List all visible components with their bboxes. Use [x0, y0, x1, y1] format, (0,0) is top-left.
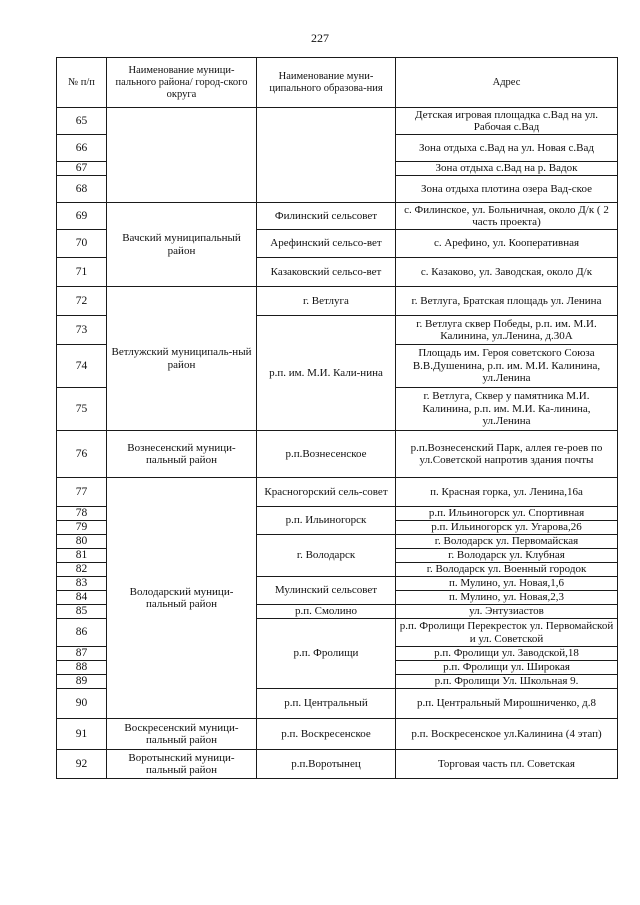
district-cell-empty — [107, 108, 257, 203]
row-number: 86 — [57, 619, 107, 647]
municipality-cell: Мулинский сельсовет — [257, 577, 396, 605]
address-cell: Детская игровая площадка с.Вад на ул. Рабочая с.Вад — [396, 108, 618, 135]
municipality-cell: р.п.Воротынец — [257, 750, 396, 779]
address-cell: г. Володарск ул. Военный городок — [396, 563, 618, 577]
address-cell: г. Володарск ул. Клубная — [396, 549, 618, 563]
address-cell: ул. Энтузиастов — [396, 605, 618, 619]
row-number: 77 — [57, 478, 107, 507]
address-cell: Торговая часть пл. Советская — [396, 750, 618, 779]
table-row — [57, 750, 618, 779]
address-cell: с. Арефино, ул. Кооперативная — [396, 230, 618, 258]
row-number: 79 — [57, 521, 107, 535]
municipality-cell: Филинский сельсовет — [257, 203, 396, 230]
address-cell: р.п.Вознесенский Парк, аллея ге-роев по ул.Советской напротив здания почты — [396, 431, 618, 478]
playgrounds-table — [56, 57, 618, 779]
header-address: Адрес — [396, 58, 618, 108]
row-number: 89 — [57, 675, 107, 689]
row-number: 68 — [57, 176, 107, 203]
row-number: 73 — [57, 316, 107, 345]
district-cell: Володарский муници-пальный район — [107, 478, 257, 719]
address-cell: г. Ветлуга сквер Победы, р.п. им. М.И. Калинина, ул.Ленина, д.30А — [396, 316, 618, 345]
district-cell: Воскресенский муници-пальный район — [107, 719, 257, 750]
address-cell: р.п. Ильиногорск ул. Спортивная — [396, 507, 618, 521]
address-cell: п. Мулино, ул. Новая,1,6 — [396, 577, 618, 591]
municipality-cell: Арефинский сельсо-вет — [257, 230, 396, 258]
address-cell: Зона отдыха с.Вад на р. Вадок — [396, 162, 618, 176]
row-number: 92 — [57, 750, 107, 779]
municipality-cell: р.п. Смолино — [257, 605, 396, 619]
address-cell: р.п. Центральный Мирошниченко, д.8 — [396, 689, 618, 719]
row-number: 90 — [57, 689, 107, 719]
row-number: 72 — [57, 287, 107, 316]
address-cell: п. Красная горка, ул. Ленина,16а — [396, 478, 618, 507]
address-cell: Зона отдыха плотина озера Вад-ское — [396, 176, 618, 203]
header-municipality: Наименование муни-ципального образова-ния — [257, 58, 396, 108]
row-number: 75 — [57, 388, 107, 431]
row-number: 76 — [57, 431, 107, 478]
address-cell: р.п. Ильиногорск ул. Угарова,26 — [396, 521, 618, 535]
table-row — [57, 431, 618, 478]
table-row — [57, 719, 618, 750]
municipality-cell: Казаковский сельсо-вет — [257, 258, 396, 287]
row-number: 82 — [57, 563, 107, 577]
row-number: 84 — [57, 591, 107, 605]
row-number: 85 — [57, 605, 107, 619]
row-number: 71 — [57, 258, 107, 287]
municipality-cell: р.п. Фролищи — [257, 619, 396, 689]
address-cell: г. Ветлуга, Братская площадь ул. Ленина — [396, 287, 618, 316]
row-number: 78 — [57, 507, 107, 521]
address-cell: Площадь им. Героя советского Союза В.В.Душенина, р.п. им. М.И. Калинина, ул.Ленина — [396, 345, 618, 388]
row-number: 66 — [57, 135, 107, 162]
address-cell: Зона отдыха с.Вад на ул. Новая с.Вад — [396, 135, 618, 162]
row-number: 87 — [57, 647, 107, 661]
municipality-cell: р.п. им. М.И. Кали-нина — [257, 316, 396, 431]
row-number: 65 — [57, 108, 107, 135]
row-number: 81 — [57, 549, 107, 563]
row-number: 88 — [57, 661, 107, 675]
row-number: 67 — [57, 162, 107, 176]
address-cell: р.п. Воскресенское ул.Калинина (4 этап) — [396, 719, 618, 750]
row-number: 74 — [57, 345, 107, 388]
row-number: 80 — [57, 535, 107, 549]
municipality-cell: г. Володарск — [257, 535, 396, 577]
row-number: 70 — [57, 230, 107, 258]
table-row — [57, 287, 618, 316]
header-num: № п/п — [57, 58, 107, 108]
row-number: 83 — [57, 577, 107, 591]
address-cell: р.п. Фролищи ул. Заводской,18 — [396, 647, 618, 661]
district-cell: Вачский муниципальный район — [107, 203, 257, 287]
address-cell: р.п. Фролищи ул. Широкая — [396, 661, 618, 675]
municipality-cell: р.п. Ильиногорск — [257, 507, 396, 535]
address-cell: п. Мулино, ул. Новая,2,3 — [396, 591, 618, 605]
table-row — [57, 203, 618, 230]
address-cell: р.п. Фролищи Перекресток ул. Первомайской и ул. Советской — [396, 619, 618, 647]
header-district: Наименование муници-пального района/ город-ского округа — [107, 58, 257, 108]
row-number: 69 — [57, 203, 107, 230]
municipality-cell: р.п.Вознесенское — [257, 431, 396, 478]
municipality-cell: г. Ветлуга — [257, 287, 396, 316]
address-cell: р.п. Фролищи Ул. Школьная 9. — [396, 675, 618, 689]
municipality-cell: р.п. Центральный — [257, 689, 396, 719]
page-number: 227 — [311, 31, 329, 45]
address-cell: г. Ветлуга, Сквер у памятника М.И. Калинина, р.п. им. М.И. Ка-линина, ул.Ленина — [396, 388, 618, 431]
municipality-cell: р.п. Воскресенское — [257, 719, 396, 750]
table-row — [57, 478, 618, 507]
table-row — [57, 108, 618, 135]
district-cell: Воротынский муници-пальный район — [107, 750, 257, 779]
address-cell: с. Казаково, ул. Заводская, около Д/к — [396, 258, 618, 287]
district-cell: Вознесенский муници-пальный район — [107, 431, 257, 478]
row-number: 91 — [57, 719, 107, 750]
address-cell: с. Филинское, ул. Больничная, около Д/к ( 2 часть проекта) — [396, 203, 618, 230]
table-header-row — [57, 58, 618, 108]
address-cell: г. Володарск ул. Первомайская — [396, 535, 618, 549]
municipality-cell-empty — [257, 108, 396, 203]
municipality-cell: Красногорский сель-совет — [257, 478, 396, 507]
district-cell: Ветлужский муниципаль-ный район — [107, 287, 257, 431]
